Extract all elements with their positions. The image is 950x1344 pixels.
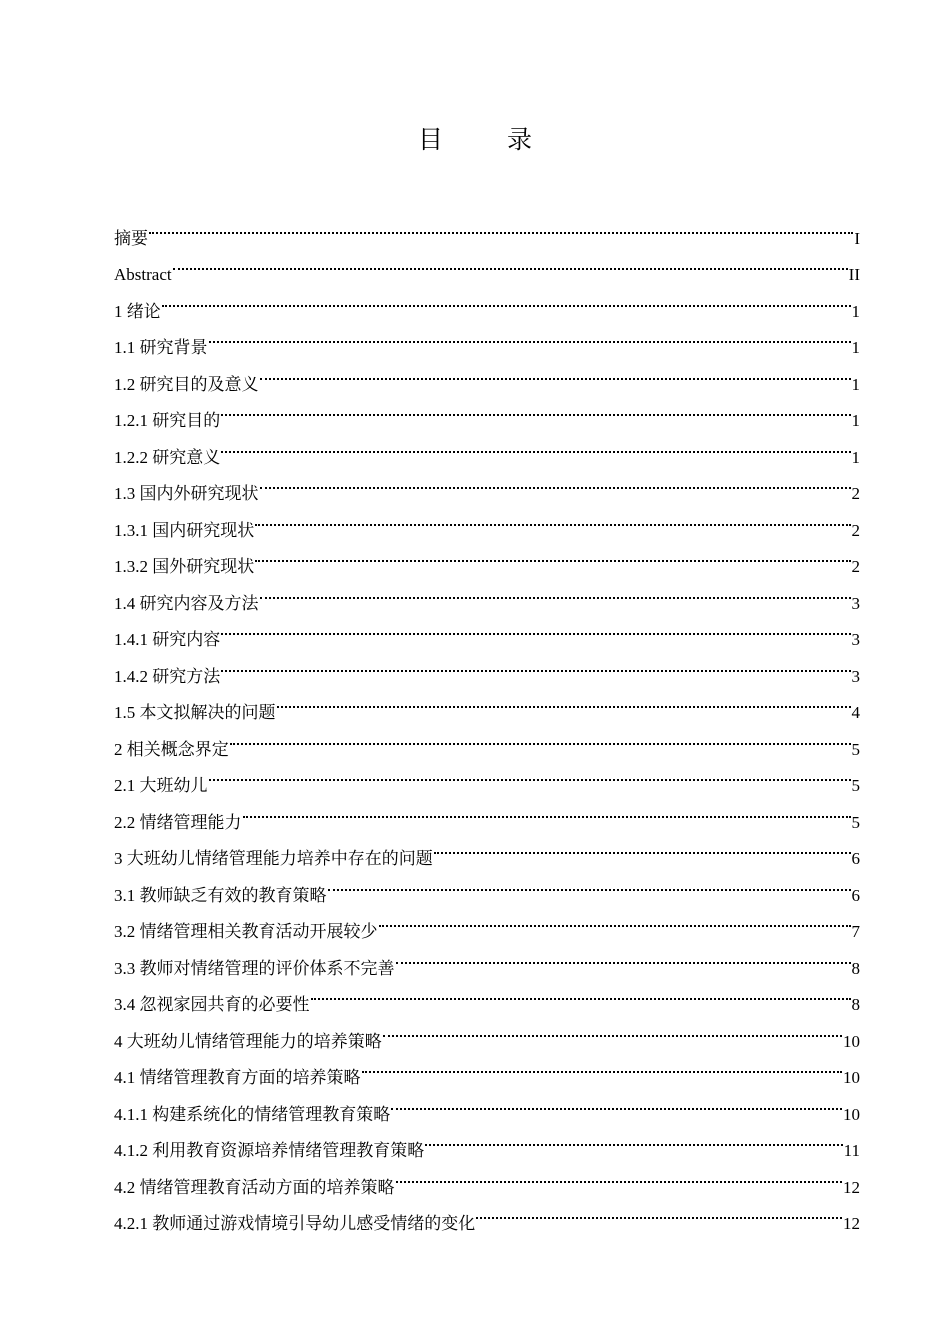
toc-entry-page: 1: [851, 301, 860, 321]
toc-entry-page: 1: [851, 411, 860, 430]
toc-dot-leader: [230, 718, 851, 755]
toc-entry-page: II: [848, 265, 860, 284]
toc-entry-page: 6: [851, 849, 860, 868]
toc-entry-page: 1: [851, 338, 860, 357]
toc-entry-page: 5: [851, 739, 860, 759]
toc-entry-label: 1.3.1 国内研究现状: [114, 520, 255, 540]
toc-dot-leader: [221, 609, 850, 646]
toc-entry[interactable]: [114, 390, 860, 430]
toc-entry-label: 1.4.1 研究内容: [114, 630, 221, 649]
toc-entry-label: 1.5 本文拟解决的问题: [114, 703, 276, 722]
toc-dot-leader: [311, 974, 851, 1011]
toc-entry-label: 1.4.2 研究方法: [114, 666, 221, 686]
toc-entry-page: 5: [851, 776, 860, 795]
toc-dot-leader: [221, 390, 850, 427]
toc-entry-page: 12: [843, 1177, 860, 1197]
toc-dot-leader: [383, 1010, 842, 1047]
toc-entry-label: 2.2 情绪管理能力: [114, 812, 242, 832]
toc-entry-label: 3 大班幼儿情绪管理能力培养中存在的问题: [114, 849, 433, 868]
toc-entry[interactable]: [114, 682, 860, 722]
toc-entry-page: 4: [851, 703, 860, 722]
toc-entry-label: 3.2 情绪管理相关教育活动开展较少: [114, 922, 378, 941]
toc-dot-leader: [391, 1083, 842, 1120]
toc-entry-page: 8: [851, 958, 860, 978]
toc-entry-label: 2 相关概念界定: [114, 739, 229, 759]
toc-entry[interactable]: [114, 609, 860, 649]
toc-dot-leader: [221, 645, 850, 682]
toc-dot-leader: [173, 244, 848, 281]
toc-entry-label: 1 绪论: [114, 301, 161, 321]
toc-entry-page: 3: [851, 666, 860, 686]
page-title: 目 录: [418, 125, 560, 154]
toc-entry-label: 1.2.2 研究意义: [114, 447, 221, 467]
toc-entry-page: I: [854, 228, 860, 248]
toc-entry-page: 12: [843, 1214, 860, 1233]
toc-entry-page: 3: [851, 630, 860, 649]
toc-entry-label: 1.1 研究背景: [114, 338, 208, 357]
toc-entry-page: 1: [851, 374, 860, 394]
toc-entry-label: 3.4 忽视家园共育的必要性: [114, 995, 310, 1014]
toc-entry[interactable]: [114, 791, 860, 832]
toc-entry-label: 1.3.2 国外研究现状: [114, 557, 255, 576]
toc-dot-leader: [209, 317, 851, 354]
toc-entry[interactable]: [114, 207, 860, 248]
toc-entry-label: 1.4 研究内容及方法: [114, 593, 259, 613]
toc-dot-leader: [476, 1193, 842, 1230]
toc-dot-leader: [396, 1156, 843, 1193]
toc-entry[interactable]: [114, 244, 860, 284]
table-of-contents: [114, 207, 860, 1233]
toc-dot-leader: [425, 1120, 842, 1157]
toc-dot-leader: [434, 828, 851, 865]
toc-entry-page: 11: [843, 1141, 860, 1160]
toc-entry[interactable]: [114, 463, 860, 503]
toc-entry-label: Abstract: [114, 265, 172, 284]
toc-dot-leader: [396, 937, 851, 974]
toc-entry-page: 3: [851, 593, 860, 613]
toc-entry-label: 4 大班幼儿情绪管理能力的培养策略: [114, 1031, 382, 1051]
toc-entry-page: 5: [851, 812, 860, 832]
toc-dot-leader: [260, 572, 851, 609]
toc-entry[interactable]: [114, 426, 860, 467]
toc-entry[interactable]: [114, 317, 860, 357]
toc-entry-page: 7: [851, 922, 860, 941]
toc-entry-page: 10: [843, 1068, 860, 1087]
toc-entry-page: 2: [851, 484, 860, 503]
toc-entry[interactable]: [114, 645, 860, 686]
toc-entry-page: 2: [851, 520, 860, 540]
toc-dot-leader: [277, 682, 851, 719]
toc-dot-leader: [260, 353, 851, 390]
toc-entry[interactable]: [114, 755, 860, 795]
toc-entry[interactable]: [114, 280, 860, 321]
toc-dot-leader: [221, 426, 850, 463]
toc-dot-leader: [379, 901, 851, 938]
toc-dot-leader: [162, 280, 851, 317]
toc-entry-label: 3.1 教师缺乏有效的教育策略: [114, 885, 327, 905]
toc-entry-page: 10: [843, 1031, 860, 1051]
toc-entry-page: 2: [851, 557, 860, 576]
toc-dot-leader: [362, 1047, 843, 1084]
toc-entry-label: 4.1.1 构建系统化的情绪管理教育策略: [114, 1104, 391, 1124]
toc-dot-leader: [328, 864, 851, 901]
toc-entry-label: 4.2 情绪管理教育活动方面的培养策略: [114, 1177, 395, 1197]
toc-entry-page: 6: [851, 885, 860, 905]
toc-dot-leader: [243, 791, 851, 828]
toc-dot-leader: [209, 755, 851, 792]
toc-entry-label: 4.1.2 利用教育资源培养情绪管理教育策略: [114, 1141, 425, 1160]
toc-entry-label: 摘要: [114, 228, 148, 248]
toc-entry-label: 1.2.1 研究目的: [114, 411, 221, 430]
toc-entry-label: 3.3 教师对情绪管理的评价体系不完善: [114, 958, 395, 978]
toc-dot-leader: [255, 536, 850, 573]
toc-entry-page: 8: [851, 995, 860, 1014]
toc-dot-leader: [260, 463, 851, 500]
toc-entry-page: 1: [851, 447, 860, 467]
toc-dot-leader: [149, 207, 853, 244]
toc-entry-label: 4.1 情绪管理教育方面的培养策略: [114, 1068, 361, 1087]
toc-entry-label: 2.1 大班幼儿: [114, 776, 208, 795]
toc-entry[interactable]: [114, 353, 860, 394]
toc-entry-label: 4.2.1 教师通过游戏情境引导幼儿感受情绪的变化: [114, 1214, 476, 1233]
toc-entry-label: 1.3 国内外研究现状: [114, 484, 259, 503]
toc-dot-leader: [255, 499, 850, 536]
toc-entry-label: 1.2 研究目的及意义: [114, 374, 259, 394]
toc-entry-page: 10: [843, 1104, 860, 1124]
